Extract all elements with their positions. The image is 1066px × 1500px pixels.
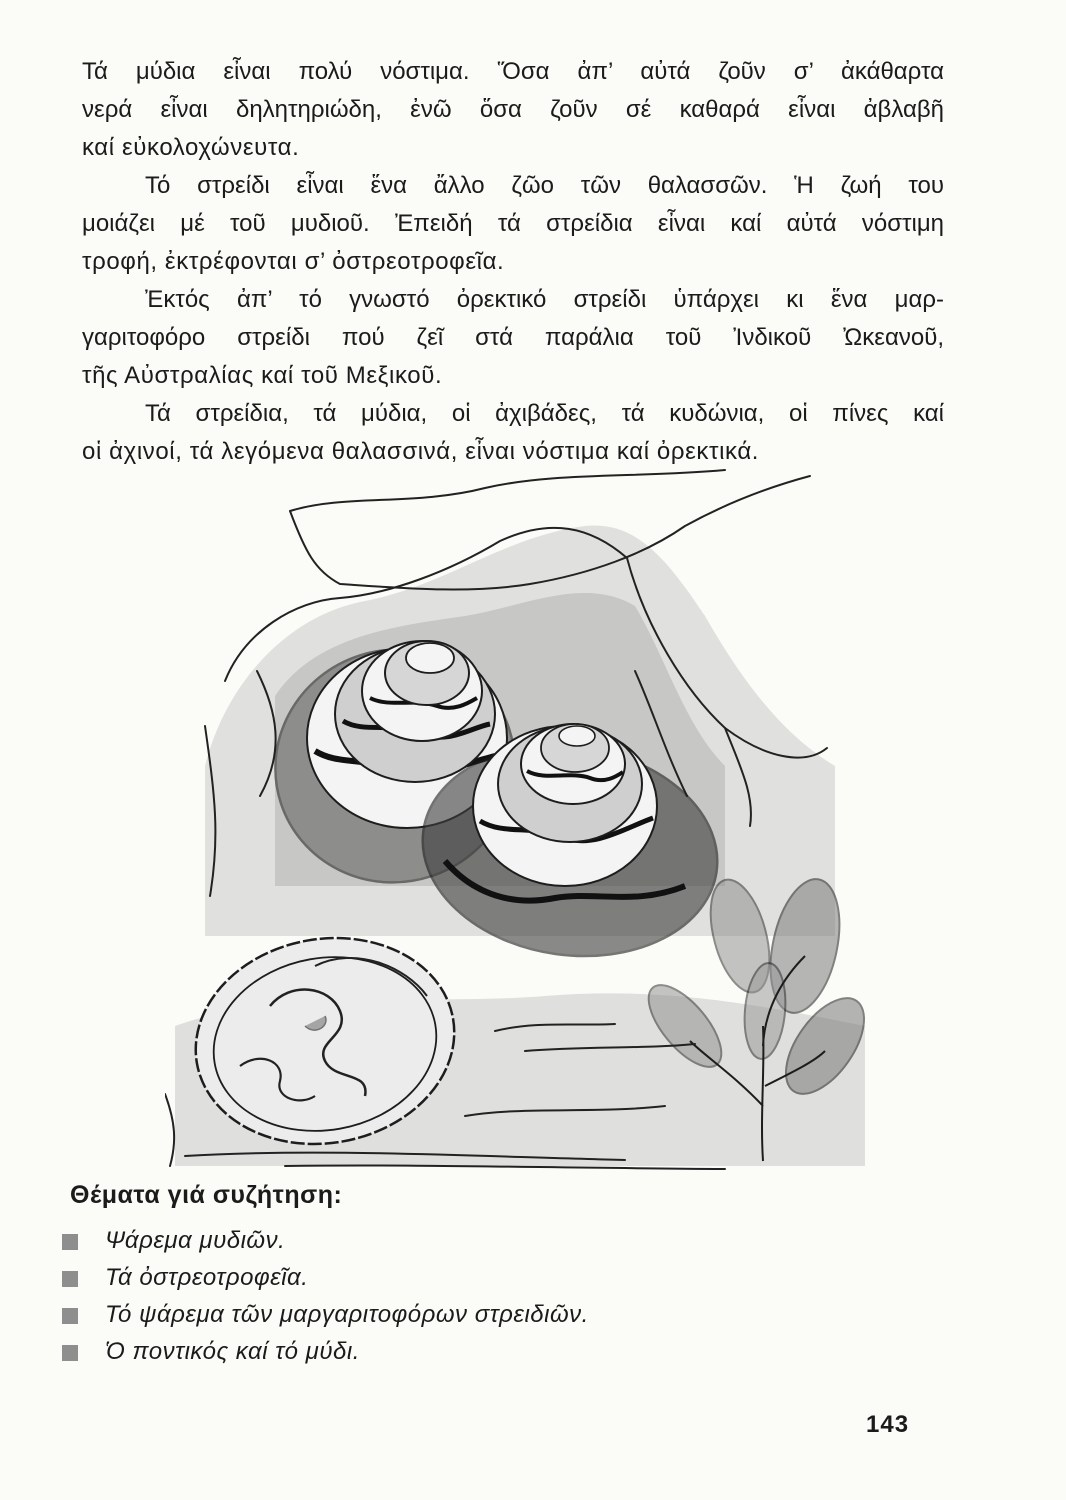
text-line: νερά εἶναι δηλητηριώδη, ἐνῶ ὅσα ζοῦν σέ καθαρά εἶναι ἀβλαβῆ — [82, 96, 944, 123]
paragraph — [82, 167, 944, 281]
list-item — [60, 1333, 860, 1370]
list-item — [60, 1259, 860, 1296]
text-line: τροφή, ἐκτρέφονται σ’ ὀστρεοτροφεῖα. — [82, 248, 505, 275]
square-bullet-icon — [62, 1345, 78, 1361]
list-item — [60, 1296, 860, 1333]
text-line: Ἐκτός ἀπ’ τό γνωστό ὀρεκτικό στρείδι ὑπάρχει κι ἕνα μαρ- — [145, 286, 944, 313]
text-line: οἱ ἀχινοί, τά λεγόμενα θαλασσινά, εἶναι νόστιμα καί ὀρεκτικά. — [82, 438, 760, 465]
text-line: τῆς Αὐστραλίας καί τοῦ Μεξικοῦ. — [82, 362, 443, 389]
text-line: Τά μύδια εἶναι πολύ νόστιμα. Ὅσα ἀπ’ αὐτά ζοῦν σ’ ἀκάθαρτα — [82, 58, 944, 85]
square-bullet-icon — [62, 1234, 78, 1250]
discussion-heading: Θέματα γιά συζήτηση: — [70, 1181, 343, 1209]
body-text — [82, 53, 944, 471]
paragraph — [82, 395, 944, 471]
list-item-text: Ὁ ποντικός καί τό μύδι. — [105, 1338, 360, 1365]
list-item-text: Τό ψάρεμα τῶν μαργαριτοφόρων στρειδιῶν. — [105, 1301, 589, 1328]
paragraph — [82, 281, 944, 395]
text-line: Τά στρείδια, τά μύδια, οἱ ἀχιβάδες, τά κυδώνια, οἱ πίνες καί — [145, 400, 944, 427]
square-bullet-icon — [62, 1308, 78, 1324]
list-item-text: Τά ὀστρεοτροφεῖα. — [105, 1264, 309, 1291]
page-number: 143 — [866, 1411, 910, 1438]
text-line: καί εὐκολοχώνευτα. — [82, 134, 300, 161]
discussion-topics-list — [60, 1222, 860, 1370]
text-line: γαριτοφόρο στρείδι πού ζεῖ στά παράλια τοῦ Ἰνδικοῦ Ὠκεανοῦ, — [82, 324, 944, 351]
text-line: Τό στρείδι εἶναι ἕνα ἄλλο ζῶο τῶν θαλασσῶν. Ἡ ζωή του — [145, 172, 944, 199]
list-item-text: Ψάρεμα μυδιῶν. — [105, 1227, 286, 1254]
square-bullet-icon — [62, 1271, 78, 1287]
list-item — [60, 1222, 860, 1259]
text-line: μοιάζει μέ τοῦ μυδιοῦ. Ἐπειδή τά στρείδια εἶναι καί αὐτά νόστιμη — [82, 210, 944, 237]
paragraph — [82, 53, 944, 167]
oysters-illustration — [165, 466, 885, 1181]
